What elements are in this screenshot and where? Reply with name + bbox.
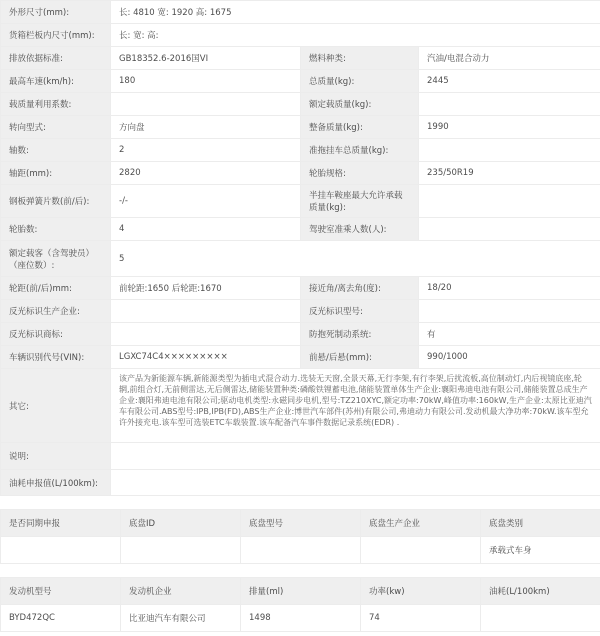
spec-label: 货箱栏板内尺寸(mm): [1,24,111,47]
chassis-header: 底盘型号 [241,510,361,537]
spec-row-tyres-cab [1,218,600,241]
spec-value [419,139,600,162]
spec-row-track-angles [1,277,600,300]
engine-data-row [1,605,600,632]
chassis-header: 底盘生产企业 [361,510,481,537]
spec-row-reflective-maker [1,300,600,323]
spec-label: 额定载质量(kg): [301,93,419,116]
spec-label: 准拖挂车总质量(kg): [301,139,419,162]
spec-label: 载质量利用系数: [1,93,111,116]
spec-row-seats [1,241,600,277]
spec-value [111,470,600,496]
engine-header: 发动机企业 [121,578,241,605]
spec-value: 2445 [419,70,600,93]
spec-label: 车辆识别代号(VIN): [1,346,111,369]
spec-value [111,93,301,116]
chassis-header-row [1,510,600,537]
spec-value: 5 [111,241,600,277]
spec-value: -/- [111,185,301,218]
spec-value: 长: 4810 宽: 1920 高: 1675 [111,1,600,24]
spec-row-dimensions [1,1,600,24]
engine-header: 发动机型号 [1,578,121,605]
spec-label: 接近角/离去角(度): [301,277,419,300]
spec-label: 钢板弹簧片数(前/后): [1,185,111,218]
spec-value: LGXC74C4××××××××× [111,346,301,369]
spec-row-reflective-abs [1,323,600,346]
spec-row-vin-overhang [1,346,600,369]
spec-row-speed-mass [1,70,600,93]
spec-value: 2820 [111,162,301,185]
spec-row-emission-fuel [1,47,600,70]
spec-label: 外形尺寸(mm): [1,1,111,24]
spec-label: 最高车速(km/h): [1,70,111,93]
spec-value: 18/20 [419,277,600,300]
spec-label: 燃料种类: [301,47,419,70]
spec-label: 防抱死制动系统: [301,323,419,346]
engine-header-row [1,578,600,605]
spec-value [111,300,301,323]
spec-label: 轮距(前/后)mm: [1,277,111,300]
spec-label: 前悬/后悬(mm): [301,346,419,369]
engine-displacement-cell: 1498 [241,605,361,632]
spec-value: 4 [111,218,301,241]
engine-header: 功率(kw) [361,578,481,605]
engine-power-cell: 74 [361,605,481,632]
spec-value: 前轮距:1650 后轮距:1670 [111,277,301,300]
spec-value: 180 [111,70,301,93]
spec-label: 反光标识型号: [301,300,419,323]
spec-value: 235/50R19 [419,162,600,185]
spec-row-springs-saddle [1,185,600,218]
spec-row-other [1,369,600,443]
spec-label: 说明: [1,443,111,470]
spec-value [111,323,301,346]
chassis-table [0,509,600,564]
spec-value [419,93,600,116]
spec-row-load-factor [1,93,600,116]
spec-row-remark [1,443,600,470]
section-gap [0,496,600,509]
spec-label: 轴数: [1,139,111,162]
spec-value: 990/1000 [419,346,600,369]
spec-label: 轮胎数: [1,218,111,241]
chassis-header: 是否同期申报 [1,510,121,537]
spec-row-axles-trailer [1,139,600,162]
engine-model-cell: BYD472QC [1,605,121,632]
spec-value: 有 [419,323,600,346]
spec-label: 驾驶室准乘人数(人): [301,218,419,241]
engine-table [0,577,600,632]
spec-value: GB18352.6-2016国VI [111,47,301,70]
spec-row-cargo-box [1,24,600,47]
engine-maker-cell: 比亚迪汽车有限公司 [121,605,241,632]
spec-label: 油耗申报值(L/100km): [1,470,111,496]
chassis-cell [121,537,241,564]
spec-label: 轴距(mm): [1,162,111,185]
spec-label: 总质量(kg): [301,70,419,93]
spec-label: 轮胎规格: [301,162,419,185]
spec-value [111,443,600,470]
chassis-cell: 承载式车身 [481,537,600,564]
spec-value: 2 [111,139,301,162]
spec-label: 整备质量(kg): [301,116,419,139]
spec-label: 半挂车鞍座最大允许承载质量(kg): [301,185,419,218]
spec-value: 长: 宽: 高: [111,24,600,47]
spec-label: 反光标识生产企业: [1,300,111,323]
spec-value: 方向盘 [111,116,301,139]
spec-value: 1990 [419,116,600,139]
spec-value [419,185,600,218]
spec-other-description: 该产品为新能源车辆,新能源类型为插电式混合动力.选装无天窗,全景天幕,无行李架,有行李架,后扰流板,高位制动灯,内后视镜底座,轮辋,前组合灯,无前侧雷达,无后侧雷达,储能装置种类:磷酸铁锂蓄电池,储能装置单体生产企业:襄阳弗迪电池有限公司,储能装置总成生产企业:襄阳弗迪电池有限公司;驱动电机类型:永磁同步电机,型号:TZ210XYC,额定功率:70kW,峰值功率:160kW,生产企业:太原比亚迪汽车有限公司.ABS型号:IPB,IPB(FD),ABS生产企业:博世汽车部件(苏州)有限公司,弗迪动力有限公司.发动机最大净功率:70kW.该车型允许外接充电.该车型可选装ETC车载装置.该车配备汽车事件数据记录系统(EDR) . [111,369,600,443]
spec-label: 排放依据标准: [1,47,111,70]
section-gap [0,564,600,577]
engine-header: 油耗(L/100km) [481,578,600,605]
spec-value [419,218,600,241]
spec-label: 反光标识商标: [1,323,111,346]
engine-header: 排量(ml) [241,578,361,605]
spec-row-steering-curb [1,116,600,139]
chassis-cell [1,537,121,564]
spec-value: 汽油/电混合动力 [419,47,600,70]
spec-row-wheelbase-tyre [1,162,600,185]
chassis-header: 底盘类别 [481,510,600,537]
spec-label: 转向型式: [1,116,111,139]
spec-label: 额定载客（含驾驶员）（座位数）: [1,241,111,277]
spec-value [419,300,600,323]
chassis-cell [361,537,481,564]
chassis-cell [241,537,361,564]
chassis-data-row [1,537,600,564]
spec-row-fuel-declared [1,470,600,496]
spec-label: 其它: [1,369,111,443]
chassis-header: 底盘ID [121,510,241,537]
engine-fuel-cell [481,605,600,632]
